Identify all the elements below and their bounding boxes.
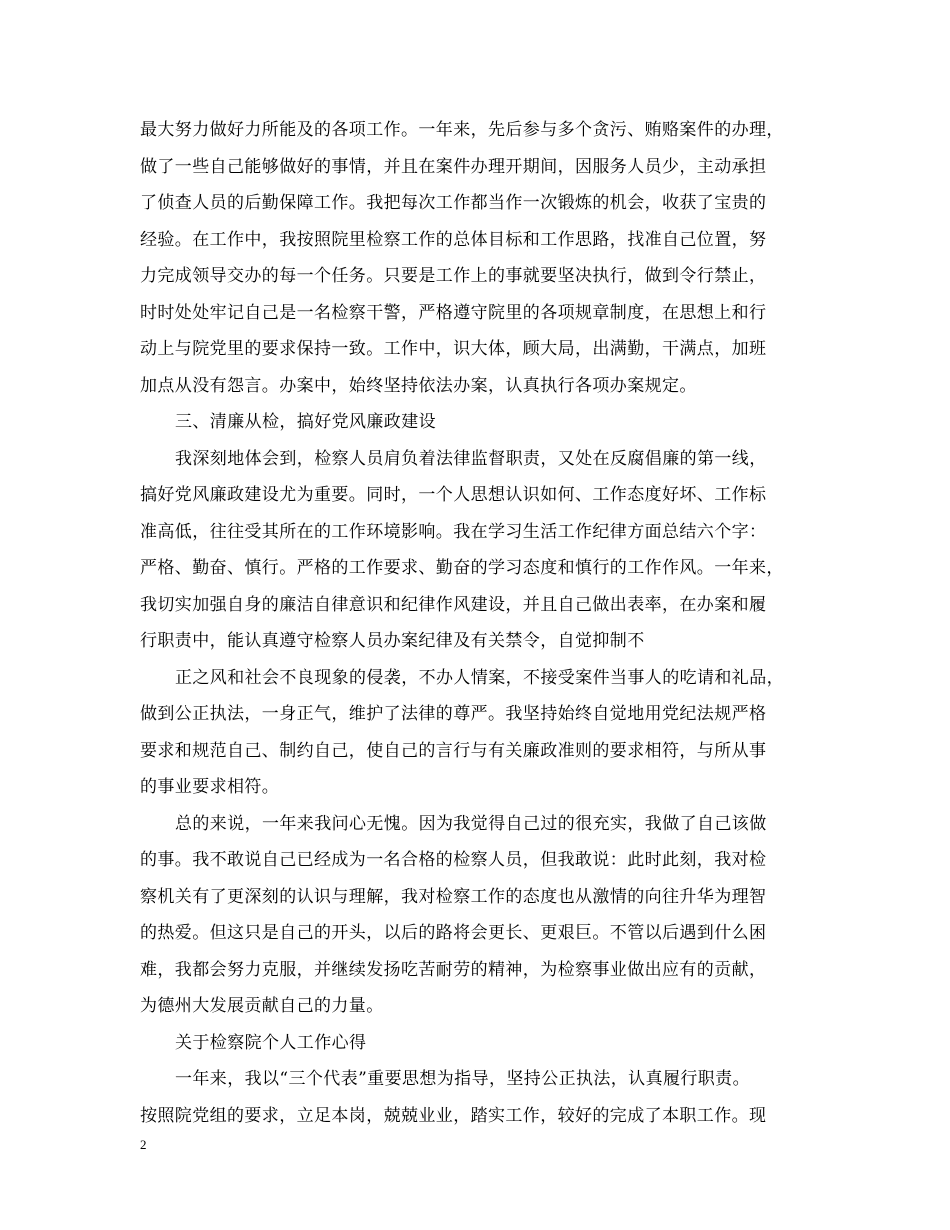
text-line: 要求和规范自己、制约自己，使自己的言行与有关廉政准则的要求相符，与所从事	[140, 741, 767, 761]
text-line: 加点从没有怨言。办案中，始终坚持依法办案，认真执行各项办案规定。	[140, 376, 697, 396]
text-line: 力完成领导交办的每一个任务。只要是工作上的事就要坚决执行，做到令行禁止，	[140, 266, 767, 286]
text-line: 做到公正执法，一身正气，维护了法律的尊严。我坚持始终自觉地用党纪法规严格	[140, 704, 767, 724]
text-line: 经验。在工作中，我按照院里检察工作的总体目标和工作思路，找准自己位置，努	[140, 230, 767, 250]
text-line: 的热爱。但这只是自己的开头，以后的路将会更长、更艰巨。不管以后遇到什么困	[140, 923, 767, 943]
text-line: 为德州大发展贡献自己的力量。	[140, 996, 384, 1016]
text-line: 我切实加强自身的廉洁自律意识和纪律作风建设，并且自己做出表率，在办案和履	[140, 595, 767, 615]
section-heading: 三、清廉从检，搞好党风廉政建设	[175, 412, 436, 432]
text-line: 一年来，我以“三个代表”重要思想为指导，坚持公正执法，认真履行职责。	[175, 1069, 750, 1089]
text-line: 严格、勤奋、慎行。严格的工作要求、勤奋的学习态度和慎行的工作作风。一年来，	[140, 558, 784, 578]
section-heading: 关于检察院个人工作心得	[175, 1033, 367, 1053]
text-line: 时时处处牢记自己是一名检察干警，严格遵守院里的各项规章制度，在思想上和行	[140, 303, 767, 323]
text-line: 的事。我不敢说自己已经成为一名合格的检察人员，但我敢说：此时此刻，我对检	[140, 850, 767, 870]
text-line: 动上与院党里的要求保持一致。工作中，识大体，顾大局，出满勤，干满点，加班	[140, 339, 767, 359]
text-line: 最大努力做好力所能及的各项工作。一年来，先后参与多个贪污、贿赂案件的办理，	[140, 120, 784, 140]
text-line: 做了一些自己能够做好的事情，并且在案件办理开期间，因服务人员少，主动承担	[140, 157, 767, 177]
text-line: 行职责中，能认真遵守检察人员办案纪律及有关禁令，自觉抑制不	[140, 631, 645, 651]
text-line: 的事业要求相符。	[140, 777, 280, 797]
text-line: 难，我都会努力克服，并继续发扬吃苦耐劳的精神，为检察事业做出应有的贡献，	[140, 960, 767, 980]
text-line: 察机关有了更深刻的认识与理解，我对检察工作的态度也从激情的向往升华为理智	[140, 887, 767, 907]
text-line: 了侦查人员的后勤保障工作。我把每次工作都当作一次锻炼的机会，收获了宝贵的	[140, 193, 767, 213]
text-line: 准高低，往往受其所在的工作环境影响。我在学习生活工作纪律方面总结六个字：	[140, 522, 767, 542]
text-line: 按照院党组的要求，立足本岗，兢兢业业，踏实工作，较好的完成了本职工作。现	[140, 1106, 767, 1126]
text-line: 搞好党风廉政建设尤为重要。同时，一个人思想认识如何、工作态度好坏、工作标	[140, 485, 767, 505]
page-number: 2	[140, 1137, 147, 1152]
text-line: 我深刻地体会到，检察人员肩负着法律监督职责，又处在反腐倡廉的第一线，	[175, 449, 767, 469]
text-line: 正之风和社会不良现象的侵袭，不办人情案，不接受案件当事人的吃请和礼品，	[175, 668, 784, 688]
text-line: 总的来说，一年来我问心无愧。因为我觉得自己过的很充实，我做了自己该做	[175, 814, 767, 834]
